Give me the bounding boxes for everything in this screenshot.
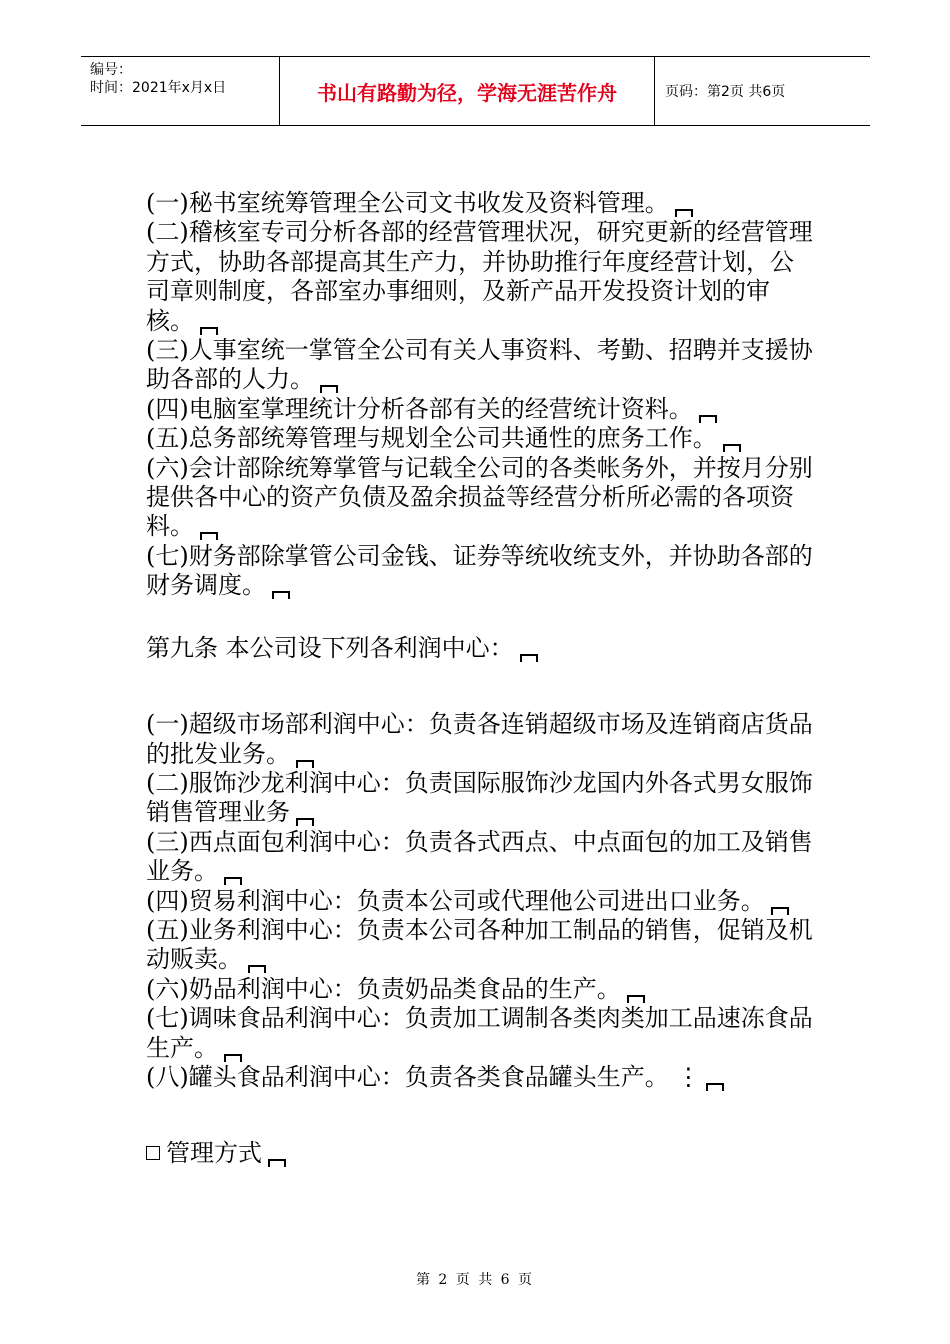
article-9-title: 第九条 本公司设下列各利润中心：: [146, 634, 816, 663]
paragraph-mark-icon: [200, 327, 218, 335]
list-item: (二)服饰沙龙利润中心：负责国际服饰沙龙国内外各式男女服饰销售管理业务: [146, 768, 813, 827]
paragraph-mark-icon: [268, 1159, 286, 1167]
list-item: (四)贸易利润中心：负责本公司或代理他公司进出口业务。: [146, 887, 816, 916]
paragraph-mark-icon: [675, 209, 693, 217]
management-heading: 管理方式: [146, 1139, 816, 1168]
page-footer: 第 2 页 共 6 页: [415, 1272, 535, 1288]
paragraph-mark-icon: [200, 532, 218, 540]
paragraph-mark-icon: [699, 415, 717, 423]
list-item: (六)会计部除统筹掌管与记载全公司的各类帐务外，并按月分别提供各中心的资产负债及盈余损益等经营分析所必需的各项资料。: [146, 453, 813, 541]
list-item: (五)业务利润中心：负责本公司各种加工制品的销售，促销及机动贩卖。: [146, 915, 813, 974]
checkbox-icon: [146, 1146, 160, 1160]
paragraph-mark-icon: [248, 965, 266, 973]
paragraph-mark-icon: [723, 444, 741, 452]
paragraph-mark-icon: [224, 1054, 242, 1062]
paragraph-mark-icon: [296, 760, 314, 768]
paragraph-mark-icon: [296, 818, 314, 826]
paragraph-mark-icon: [320, 385, 338, 393]
paragraph-mark-icon: [627, 995, 645, 1003]
list-item: (八)罐头食品利润中心：负责各类食品罐头生产。 ⋮: [146, 1063, 816, 1092]
list-item: (三)人事室统一掌管全公司有关人事资料、考勤、招聘并支援协助各部的人力。: [146, 336, 813, 394]
list-item: (二)稽核室专司分析各部的经营管理状况，研究更新的经营管理方式，协助各部提高其生产力，并协助推行年度经营计划，公司章则制度，各部室办事细则，及新产品开发投资计划的审核。: [146, 218, 813, 335]
list-item: (三)西点面包利润中心：负责各式西点、中点面包的加工及销售业务。: [146, 827, 813, 886]
header-meta: [81, 57, 280, 125]
paragraph-mark-icon: [771, 907, 789, 915]
document-body: [146, 189, 816, 1169]
list-item: (一)秘书室统筹管理全公司文书收发及资料管理。: [146, 189, 816, 218]
list-item: (五)总务部统筹管理与规划全公司共通性的庶务工作。: [146, 424, 816, 453]
time-label: 时间：2021年x月x日: [90, 80, 227, 96]
paragraph-mark-icon: [520, 654, 538, 662]
header-page-info: 页码：第2页 共6页: [665, 84, 786, 100]
list-item: (六)奶品利润中心：负责奶品类食品的生产。: [146, 975, 816, 1004]
paragraph-mark-icon: [706, 1083, 724, 1091]
list-item: (七)财务部除掌管公司金钱、证券等统收统支外，并协助各部的财务调度。: [146, 541, 813, 600]
list-item: (七)调味食品利润中心：负责加工调制各类肉类加工品速冻食品生产。: [146, 1004, 813, 1062]
serial-label: 编号：: [90, 62, 132, 78]
paragraph-mark-icon: [272, 591, 290, 599]
page-header: [81, 56, 870, 126]
list-item: (一)超级市场部利润中心：负责各连销超级市场及连销商店货品的批发业务。: [146, 710, 813, 768]
paragraph-mark-icon: [224, 877, 242, 885]
list-item: (四)电脑室掌理统计分析各部有关的经营统计资料。: [146, 395, 816, 424]
header-motto: 书山有路勤为径，学海无涯苦作舟: [280, 57, 655, 125]
